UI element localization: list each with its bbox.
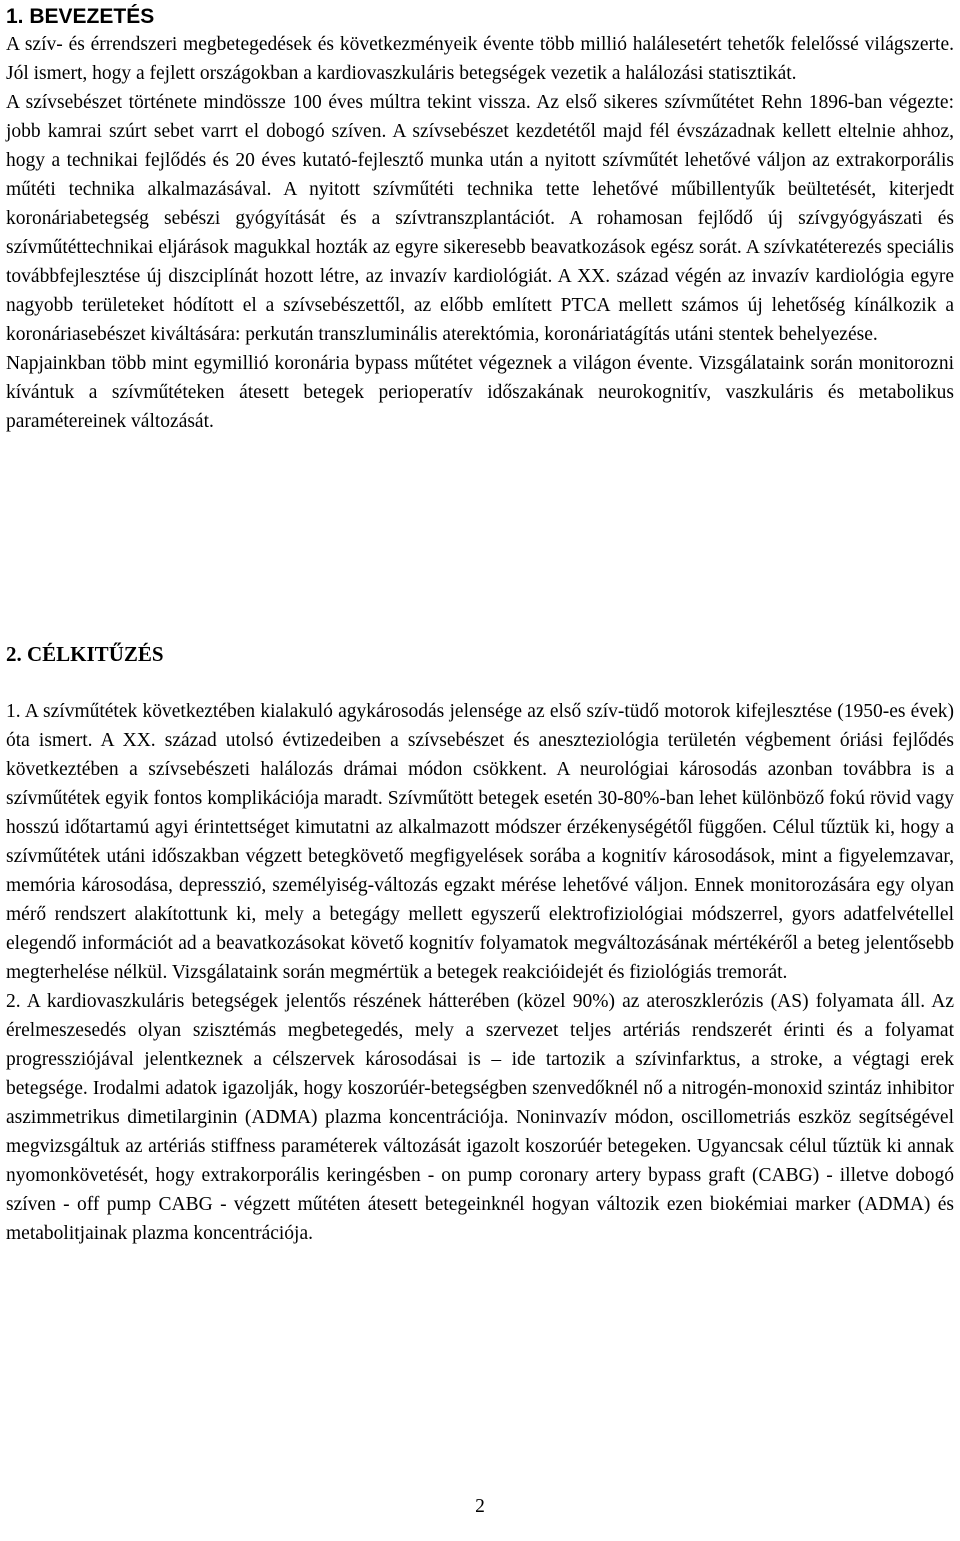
section-heading-celkituzes: 2. CÉLKITŰZÉS bbox=[6, 642, 164, 666]
paragraph: A szívsebészet története mindössze 100 éves múltra tekint vissza. Az első sikeres szívműtétet Rehn 1896-ban végezte: jobb kamrai szúrt sebet varrt el dobogó szíven. A szívsebészet kezdetétől majd fél évszázadnak kellett eltelnie ahhoz, hogy a technikai fejlődés és 20 éves kutató-fejlesztő munka után a nyitott szívműtét lehetővé váljon az extrakorporális műtéti technika alkalmazásával. A nyitott szívműtéti technika tette lehetővé műbillentyűk beültetését, kiterjedt koronáriabetegség sebészi gyógyítását és a szívtranszplantációt. A rohamosan fejlődő új szívgyógyászati és szívműtéttechnikai eljárások magukkal hozták az egyre sikeresebb beavatkozások egész sorát. A szívkatéterezés speciális továbbfejlesztése új diszciplínát hozott létre, az invazív kardiológiát. A XX. század végén az invazív kardiológia egyre nagyobb területeket hódított el a szívsebészettől, az előbb említett PTCA mellett számos új lehetőség kínálkozik a koronáriasebészet kiváltására: perkután transzluminális aterektómia, koronáriatágítás utáni stentek behelyezése. bbox=[6, 92, 954, 345]
paragraph: 1. A szívműtétek következtében kialakuló agykárosodás jelensége az első szív-tüdő motorok kifejlesztése (1950-es évek) óta ismert. A XX. század utolsó évtizedeiben a szívsebészet és aneszteziológia területén végbement óriási fejlődés következtében a szívsebészeti halálozás drámai módon csökkent. A neurológiai károsodás azonban továbbra is a szívműtétek egyik fontos komplikációja maradt. Szívműtött betegek esetén 30-80%-ban lehet különböző fokú rövid vagy hosszú időtartamú agyi érintettséget kimutatni az alkalmazott módszer érzékenységétől függően. Célul tűztük ki, hogy a szívműtétek utáni időszakban végzett betegkövető megfigyelések sorába a kognitív károsodások, mint a figyelemzavar, memória károsodása, depresszió, személyiség-változás egzakt mérése lehetővé váljon. Ennek monitorozására egy olyan mérő rendszert alakítottunk ki, mely a betegágy mellett egyszerű elektrofiziológiai módszerrel, gyors adatfelvétellel elegendő információt ad a beavatkozásokat követő kognitív folyamatok megváltozásának mértékéről a beteg jelentősebb megterhelése nélkül. Vizsgálataink során megmértük a betegek reakcióidejét és fiziológiás tremorát. bbox=[6, 701, 954, 983]
page-number: 2 bbox=[475, 1496, 485, 1517]
paragraph: 2. A kardiovaszkuláris betegségek jelentős részének hátterében (közel 90%) az ateroszklerózis (AS) folyamata áll. Az érelmeszesedés olyan szisztémás megbetegedés, mely a szervezet teljes artériás rendszerét érinti és a folyamat progressziójával jelentkeznek a célszervek károsodásai is – ide tartozik a szívinfarktus, a stroke, a végtagi erek betegsége. Irodalmi adatok igazolják, hogy koszorúér-betegségben szenvedőknél nő a nitrogén-monoxid szintáz inhibitor aszimmetrikus dimetilarginin (ADMA) plazma koncentrációja. Noninvazív módon, oscillometriás eszköz segítségével megvizsgáltuk az artériás stiffness paraméterek változását igazolt koszorúér betegeken. Ugyancsak célul tűztük ki annak nyomonkövetését, hogy extrakorporális keringésben - on pump coronary artery bypass graft (CABG) - illetve dobogó szíven - off pump CABG - végzett műtéten átesett betegeinknél hogyan változik ezen biokémiai marker (ADMA) és metabolitjainak plazma koncentrációja. bbox=[6, 991, 954, 1244]
paragraph: A szív- és érrendszeri megbetegedések és következményeik évente több millió halálesetért tehetők felelőssé világszerte. Jól ismert, hogy a fejlett országokban a kardiovaszkuláris betegségek vezetik a halálozási statisztikát. bbox=[6, 34, 954, 84]
section-heading-bevezetes: 1. BEVEZETÉS bbox=[6, 5, 155, 28]
section-body-bevezetes bbox=[6, 30, 954, 436]
paragraph: Napjainkban több mint egymillió koronária bypass műtétet végeznek a világon évente. Vizsgálataink során monitorozni kívántuk a szívműtéteken átesett betegek perioperatív időszakának neurokognitív, vaszkuláris és metabolikus paramétereinek változását. bbox=[6, 353, 954, 432]
section-body-celkituzes bbox=[6, 697, 954, 1248]
